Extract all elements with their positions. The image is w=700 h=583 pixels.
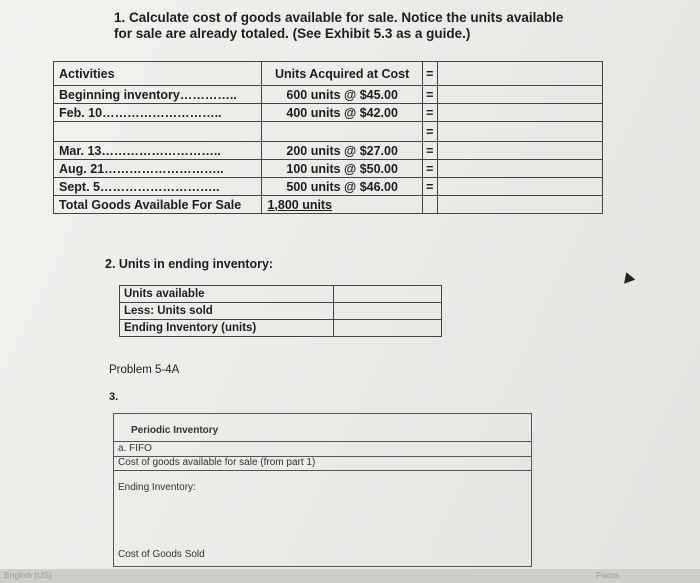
activity-cell: Aug. 21……………………….. <box>54 160 262 178</box>
units-available-input[interactable] <box>334 286 442 303</box>
total-units-cell: 1,800 units <box>262 196 422 214</box>
ending-inventory-units-label: Ending Inventory (units) <box>120 320 334 337</box>
periodic-title-row <box>114 414 531 442</box>
ending-inventory-table <box>119 285 442 337</box>
equals-cell: = <box>422 160 437 178</box>
units-available-label: Units available <box>120 286 334 303</box>
equals-cell: = <box>422 142 437 160</box>
question-3-label: 3. <box>109 391 119 403</box>
fifo-label: a. FIFO <box>118 443 152 454</box>
result-cell[interactable] <box>437 178 602 196</box>
equals-cell: = <box>422 122 437 142</box>
units-cell: 200 units @ $27.00 <box>262 142 422 160</box>
equals-cell: = <box>422 86 437 104</box>
ending-inventory-units-input[interactable] <box>334 320 442 337</box>
equals-cell <box>422 196 437 214</box>
cost-of-goods-table <box>53 61 603 214</box>
cogs-label: Cost of Goods Sold <box>118 549 205 560</box>
activity-cell: Beginning inventory………….. <box>54 86 262 104</box>
activity-cell: Mar. 13……………………….. <box>54 142 262 160</box>
fifo-row <box>114 442 531 456</box>
units-cell <box>262 122 422 142</box>
units-cell: 400 units @ $42.00 <box>262 104 422 122</box>
result-cell[interactable] <box>437 142 602 160</box>
result-cell[interactable] <box>437 122 602 142</box>
equals-cell: = <box>422 104 437 122</box>
units-cell: 100 units @ $50.00 <box>262 160 422 178</box>
periodic-inventory-box <box>113 413 532 567</box>
activity-cell <box>54 122 262 142</box>
status-bar <box>0 569 700 583</box>
question-1-text: 1. Calculate cost of goods available for sale. Notice the units available for sale are already totaled. (See Exhibit 5.3 as a guide.) <box>114 10 564 41</box>
periodic-title: Periodic Inventory <box>131 425 219 436</box>
language-indicator[interactable]: English (US) <box>4 570 52 580</box>
result-cell[interactable] <box>437 160 602 178</box>
mouse-cursor-icon <box>621 270 636 284</box>
ending-inventory-label: Ending Inventory: <box>118 482 196 493</box>
question-2-text: 2. Units in ending inventory: <box>105 257 274 271</box>
activity-cell: Sept. 5……………………….. <box>54 178 262 196</box>
result-cell-header[interactable] <box>437 62 602 86</box>
units-cell: 500 units @ $46.00 <box>262 178 422 196</box>
focus-button[interactable]: Focus <box>596 570 620 580</box>
result-cell[interactable] <box>437 86 602 104</box>
cogs-available-row[interactable] <box>114 456 531 471</box>
activities-header: Activities <box>54 62 262 86</box>
result-cell[interactable] <box>437 104 602 122</box>
total-result-cell[interactable] <box>437 196 602 214</box>
equals-cell: = <box>422 178 437 196</box>
cogs-available-label: Cost of goods available for sale (from part 1) <box>118 457 316 468</box>
problem-label: Problem 5-4A <box>109 364 180 376</box>
total-label-cell: Total Goods Available For Sale <box>54 196 262 214</box>
units-acquired-header: Units Acquired at Cost <box>262 62 422 86</box>
units-cell: 600 units @ $45.00 <box>262 86 422 104</box>
equals-header: = <box>422 62 437 86</box>
units-sold-label: Less: Units sold <box>120 303 334 320</box>
units-sold-input[interactable] <box>334 303 442 320</box>
activity-cell: Feb. 10……………………….. <box>54 104 262 122</box>
